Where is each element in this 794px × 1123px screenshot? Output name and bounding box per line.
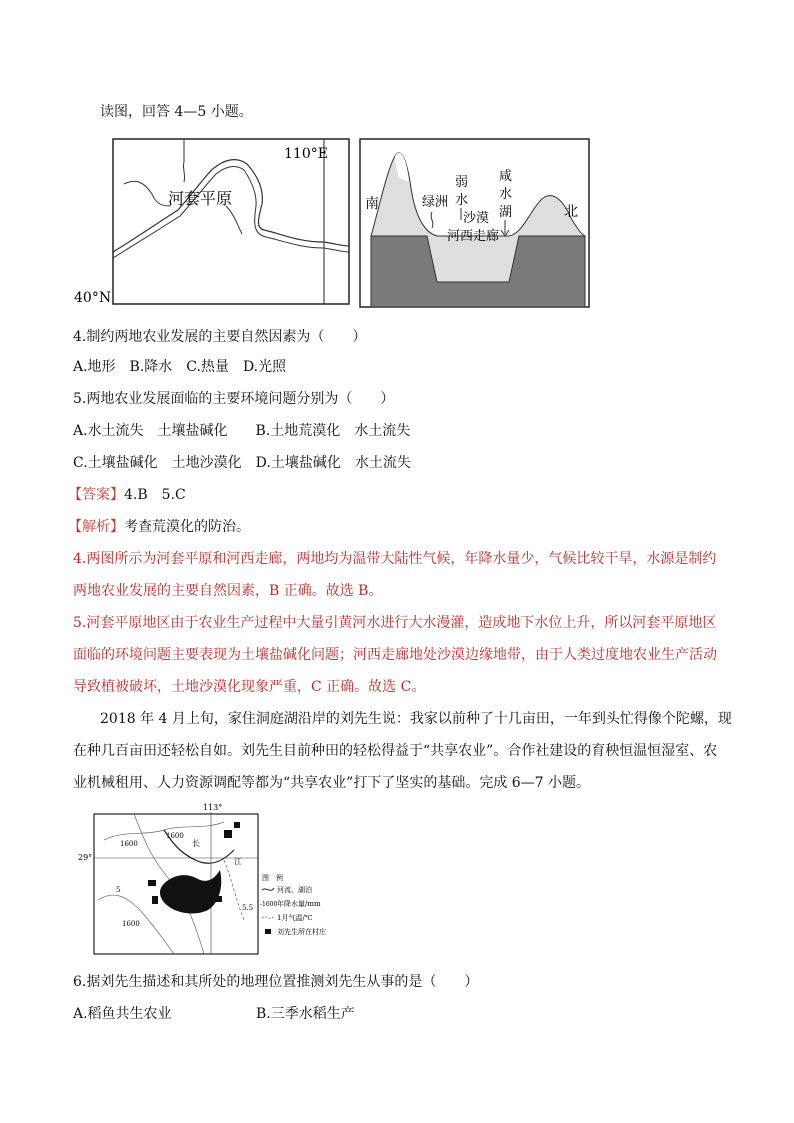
ruoshui-1: 弱 bbox=[455, 175, 469, 190]
intro-line: 读图，回答 4—5 小题。 bbox=[100, 104, 253, 120]
analysis-p5-3: 导致植被破坏，土地沙漠化现象严重，C 正确。故选 C。 bbox=[73, 679, 426, 695]
south-label: 南 bbox=[365, 196, 379, 212]
legend-precip-num: -1600 bbox=[260, 901, 278, 908]
hetao-map bbox=[72, 134, 354, 310]
dongting-map bbox=[74, 800, 334, 958]
analysis-p4-2: 两地农业发展的主要自然因素，B 正确。故选 B。 bbox=[73, 583, 383, 599]
lat-label: 40°N bbox=[74, 290, 112, 306]
north-label: 北 bbox=[564, 204, 578, 220]
legend-precip: 年降水量/mm bbox=[277, 900, 321, 908]
corridor-label: 河西走廊 bbox=[447, 229, 500, 244]
analysis-p4-1: 4.两图所示为河套平原和河西走廊，两地均为温带大陆性气候，年降水量少，气候比较干旱，水源是制约 bbox=[73, 551, 717, 567]
analysis-line bbox=[68, 517, 250, 537]
legend-temp: 1月气温/℃ bbox=[277, 914, 313, 922]
lake-2: 水 bbox=[499, 187, 513, 202]
q5-options-2: C.土壤盐碱化 土地沙漠化 D.土壤盐碱化 水土流失 bbox=[73, 455, 411, 471]
iso-5-5: 5.5 bbox=[242, 904, 254, 912]
q6-option-a: A.稻鱼共生农业 bbox=[73, 1006, 172, 1022]
ruoshui-2: 水 bbox=[455, 193, 469, 208]
analysis-tag: 【解析】 bbox=[68, 519, 124, 535]
lat-29: 29° bbox=[78, 853, 93, 862]
q4-options: A.地形 B.降水 C.热量 D.光照 bbox=[73, 359, 287, 375]
lon-label: 110°E bbox=[284, 146, 328, 162]
analysis-text: 考查荒漠化的防治。 bbox=[124, 519, 250, 535]
passage-1: 2018 年 4 月上旬，家住洞庭湖沿岸的刘先生说：我家以前种了十几亩田，一年到头忙得像个陀螺，现 bbox=[100, 711, 732, 727]
legend-village: 刘先生所在村庄 bbox=[277, 928, 326, 936]
iso-1600-bottom: 1600 bbox=[122, 920, 140, 928]
lon-113: 113° bbox=[203, 803, 223, 812]
legend-title: 图 例 bbox=[262, 874, 283, 882]
q6-stem: 6.据刘先生描述和其所处的地理位置推测刘先生从事的是（ ） bbox=[73, 974, 479, 990]
hexi-profile bbox=[359, 138, 592, 310]
iso-1600-top: 1600 bbox=[120, 840, 138, 848]
analysis-p5-2: 面临的环境问题主要表现为土壤盐碱化问题；河西走廊地处沙漠边缘地带，由于人类过度地农业生产活动 bbox=[73, 647, 717, 663]
answer-line bbox=[68, 485, 186, 505]
q5-options-1: A.水土流失 土壤盐碱化 B.土地荒漠化 水土流失 bbox=[73, 423, 411, 439]
legend-river: 河流、湖泊 bbox=[277, 886, 312, 894]
q5-stem: 5.两地农业发展面临的主要环境问题分别为（ ） bbox=[73, 391, 395, 407]
analysis-p5-1: 5.河套平原地区由于农业生产过程中大量引黄河水进行大水漫灌，造成地下水位上升，所以河套平原地区 bbox=[73, 615, 717, 631]
oasis-label: 绿洲 bbox=[422, 195, 449, 210]
answer-text: 4.B 5.C bbox=[124, 487, 186, 503]
river-label-2: 江 bbox=[234, 857, 242, 866]
passage-2: 在种几百亩田还轻松自如。刘先生目前种田的轻松得益于“共享农业”。合作社建设的育秧恒温恒湿室、农 bbox=[73, 743, 718, 759]
passage-3: 业机械租用、人力资源调配等都为“共享农业”打下了坚实的基础。完成 6—7 小题。 bbox=[73, 775, 591, 791]
answer-tag: 【答案】 bbox=[68, 487, 124, 503]
q4-stem: 4.制约两地农业发展的主要自然因素为（ ） bbox=[73, 329, 367, 345]
iso-1600-mid: 1600 bbox=[166, 832, 184, 840]
q6-option-b: B.三季水稻生产 bbox=[256, 1006, 355, 1022]
hetao-label: 河套平原 bbox=[168, 189, 233, 208]
desert-label: 沙漠 bbox=[463, 211, 490, 226]
lake-1: 咸 bbox=[499, 169, 513, 184]
river-label-1: 长 bbox=[192, 839, 200, 848]
iso-5: 5 bbox=[116, 886, 121, 894]
lake-3: 湖 bbox=[499, 205, 513, 220]
